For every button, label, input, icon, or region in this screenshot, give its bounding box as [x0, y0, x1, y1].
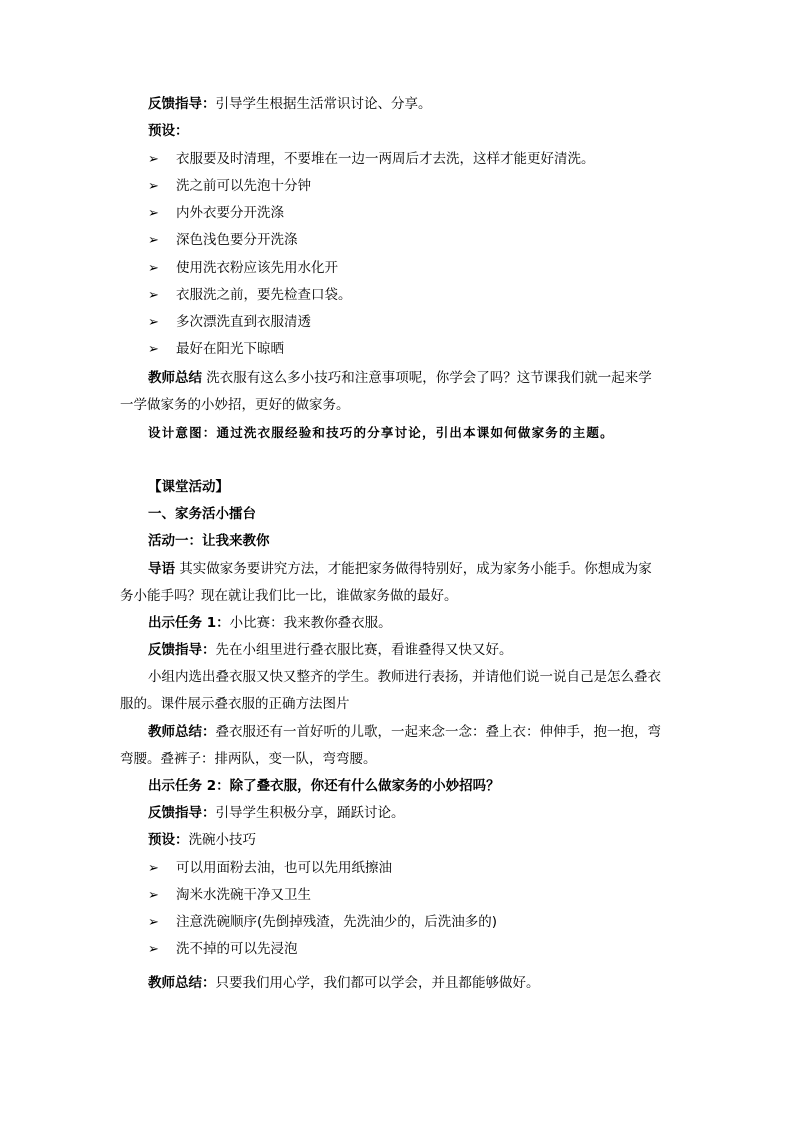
list-item: ➢ 洗不掉的可以先浸泡 — [148, 939, 298, 960]
summary2-line: 教师总结：叠衣服还有一首好听的儿歌，一起来念一念：叠上衣：伸伸手，抱一抱，弯 — [148, 724, 661, 740]
guide-line: 导语 其实做家务要讲究方法，才能把家务做得特别好，成为家务小能手。你想成为家 — [148, 561, 652, 577]
guide-label: 导语 — [148, 561, 175, 577]
list-item: ➢ 可以用面粉去油，也可以先用纸擦油 — [148, 858, 392, 879]
task2-line: 出示任务 2：除了叠衣服，你还有什么做家务的小妙招吗？ — [148, 778, 500, 794]
feedback3-label: 反馈指导： — [148, 805, 216, 821]
list-item: ➢ 衣服要及时清理，不要堆在一边一两周后才去洗，这样才能更好清洗。 — [148, 149, 595, 170]
arrow-bullet-icon: ➢ — [148, 152, 159, 167]
task1-line: 出示任务 1：小比赛：我来教你叠衣服。 — [148, 615, 392, 631]
list-item: ➢ 内外衣要分开洗涤 — [148, 203, 284, 224]
task1-label: 出示任务 1： — [148, 615, 230, 631]
list-item: ➢ 多次漂洗直到衣服清透 — [148, 312, 311, 333]
arrow-bullet-icon: ➢ — [148, 233, 159, 248]
arrow-bullet-icon: ➢ — [148, 888, 159, 903]
arrow-bullet-icon: ➢ — [148, 942, 159, 957]
arrow-bullet-icon: ➢ — [148, 861, 159, 876]
arrow-bullet-icon: ➢ — [148, 315, 159, 330]
activity-title: 活动一：让我来教你 — [148, 533, 270, 549]
arrow-bullet-icon: ➢ — [148, 342, 159, 357]
arrow-bullet-icon: ➢ — [148, 288, 159, 303]
teacher-summary: 教师总结 洗衣服有这么多小技巧和注意事项呢，你学会了吗？这节课我们就一起来学 — [148, 370, 652, 386]
feedback2-line: 反馈指导：先在小组里进行叠衣服比赛，看谁叠得又快又好。 — [148, 642, 513, 658]
preset2-line: 预设：洗碗小技巧 — [148, 832, 256, 848]
feedback-text: 引导学生根据生活常识讨论、分享。 — [215, 96, 432, 112]
summary-label: 教师总结 — [148, 370, 202, 386]
list-item: ➢ 使用洗衣粉应该先用水化开 — [148, 258, 338, 279]
paragraph-cont: 服的。课件展示叠衣服的正确方法图片 — [120, 696, 350, 712]
summary3-line: 教师总结：只要我们用心学，我们都可以学会，并且都能够做好。 — [148, 975, 540, 991]
feedback3-line: 反馈指导：引导学生积极分享，踊跃讨论。 — [148, 805, 405, 821]
feedback-label: 反馈指导： — [148, 96, 216, 112]
list-item: ➢ 注意洗碗顺序(先倒掉残渣，先洗油少的，后洗油多的) — [148, 912, 497, 933]
arrow-bullet-icon: ➢ — [148, 206, 159, 221]
feedback-line — [148, 94, 432, 114]
preset2-label: 预设： — [148, 832, 189, 848]
list-item: ➢ 衣服洗之前，要先检查口袋。 — [148, 285, 352, 306]
list-item: ➢ 淘米水洗碗干净又卫生 — [148, 885, 311, 906]
arrow-bullet-icon: ➢ — [148, 179, 159, 194]
feedback2-label: 反馈指导： — [148, 642, 216, 658]
arrow-bullet-icon: ➢ — [148, 261, 159, 276]
list-item: ➢ 深色浅色要分开洗涤 — [148, 230, 298, 251]
summary3-label: 教师总结： — [148, 975, 216, 991]
list-item: ➢ 洗之前可以先泡十分钟 — [148, 176, 311, 197]
design-intent: 设计意图：通过洗衣服经验和技巧的分享讨论，引出本课如何做家务的主题。 — [148, 425, 614, 440]
subsection-title: 一、家务活小擂台 — [148, 506, 256, 522]
summary2-cont: 弯腰。叠裤子：排两队，变一队，弯弯腰。 — [120, 751, 377, 767]
summary2-label: 教师总结： — [148, 724, 216, 740]
list-item: ➢ 最好在阳光下晾晒 — [148, 339, 284, 360]
arrow-bullet-icon: ➢ — [148, 915, 159, 930]
paragraph-line: 小组内选出叠衣服又快又整齐的学生。教师进行表扬，并请他们说一说自己是怎么叠衣 — [148, 669, 661, 685]
section-title: 【课堂活动】 — [148, 479, 229, 495]
teacher-summary-cont: 一学做家务的小妙招，更好的做家务。 — [120, 397, 350, 413]
preset-label: 预设： — [148, 123, 189, 139]
guide-cont: 务小能手吗？现在就让我们比一比，谁做家务做的最好。 — [120, 588, 458, 604]
